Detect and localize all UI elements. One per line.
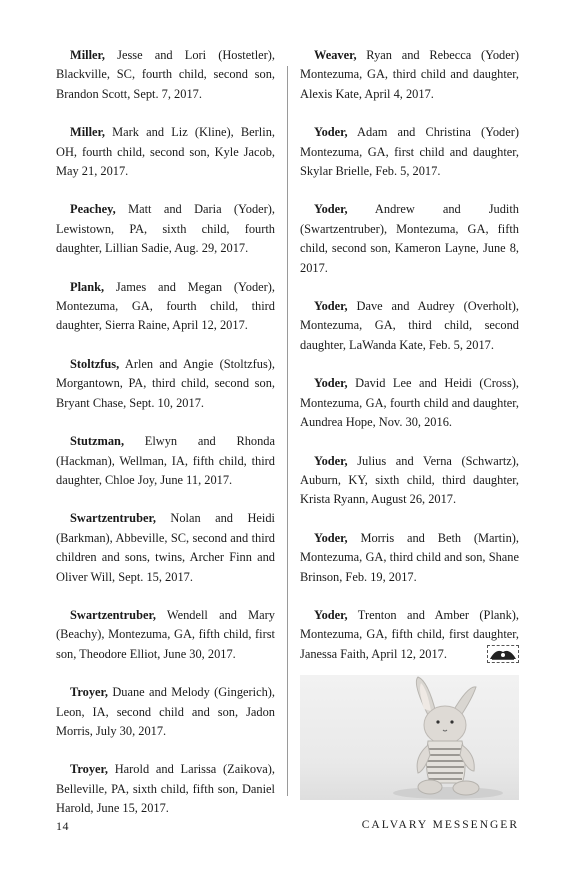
plush-bunny-photo [300,675,519,800]
entry-text: Dave and Audrey (Overholt), Montezuma, GA, third child, second daughter, LaWanda Kate, Feb. 5, 2017. [300,299,519,352]
entry-text: Jesse and Lori (Hostetler), Blackville, SC, fourth child, second son, Brandon Scott, Sept. 7, 2017. [56,48,275,101]
entry-text: Harold and Larissa (Zaikova), Belleville, PA, sixth child, fifth son, Daniel Harold, June 15, 2017. [56,762,275,816]
family-name: Plank, [70,279,105,294]
family-name: Miller, [70,125,105,140]
family-name: Troyer, [70,685,108,700]
family-name: Peachey, [70,202,116,217]
publication-title: CALVARY MESSENGER [361,819,519,831]
entry-text: David Lee and Heidi (Cross), Montezuma, GA, fourth child and daughter, Aundrea Hope, Nov. 30, 2016. [300,376,519,430]
entry-text: Adam and Christina (Yoder) Montezuma, GA, first child and daughter, Skylar Brielle, Feb. 5, 2017. [300,125,519,179]
birth-entry [300,529,519,587]
family-name: Troyer, [70,762,108,777]
entry-text: Mark and Liz (Kline), Berlin, OH, fourth child, second son, Kyle Jacob, May 21, 2017. [56,125,275,179]
family-name: Swartzentruber, [70,607,156,622]
entry-text: Trenton and Amber (Plank), Montezuma, GA, fifth child, first daughter, Janessa Faith, April 12, 2017. [300,607,519,661]
family-name: Stutzman, [70,434,125,449]
birth-entry [300,46,519,104]
family-name: Swartzentruber, [70,511,156,526]
birth-entry [56,606,275,664]
right-column [300,46,519,683]
family-name: Yoder, [314,202,348,217]
birth-entry [56,683,275,741]
entry-text: Morris and Beth (Martin), Montezuma, GA, third child and son, Shane Brinson, Feb. 19, 2017. [300,530,519,584]
entry-text: Arlen and Angie (Stoltzfus), Morgantown, PA, third child, second son, Bryant Chase, Sept. 10, 2017. [56,356,275,410]
family-name: Yoder, [314,530,348,545]
birth-entry [56,123,275,181]
entry-text: Andrew and Judith (Swartzentruber), Montezuma, GA, fifth child, second son, Kameron Layne, June 8, 2017. [300,202,519,275]
family-name: Yoder, [314,299,348,314]
birth-entry [300,123,519,181]
family-name: Yoder, [314,453,348,468]
page-number: 14 [56,819,69,833]
entry-text: Julius and Verna (Schwartz), Auburn, KY, sixth child, third daughter, Krista Ryann, August 26, 2017. [300,453,519,507]
entry-text: Elwyn and Rhonda (Hackman), Wellman, IA, fifth child, third daughter, Chloe Joy, June 11, 2017. [56,434,275,487]
family-name: Weaver, [314,48,357,62]
entry-text: Wendell and Mary (Beachy), Montezuma, GA, fifth child, first son, Theodore Elliot, June 30, 2017. [56,607,275,661]
left-column [56,46,275,838]
birth-entry [56,46,275,104]
birth-entry [300,452,519,510]
end-of-section-ornament [487,645,519,663]
birth-entry [56,509,275,587]
entry-text: Duane and Melody (Gingerich), Leon, IA, second child and son, Jadon Morris, July 30, 2017. [56,685,275,738]
birth-entry [56,278,275,336]
family-name: Yoder, [314,376,348,391]
family-name: Miller, [70,48,105,62]
entry-text: James and Megan (Yoder), Montezuma, GA, fourth child, third daughter, Sierra Raine, April 12, 2017. [56,279,275,333]
family-name: Yoder, [314,125,348,140]
entry-text: Ryan and Rebecca (Yoder) Montezuma, GA, third child and daughter, Alexis Kate, April 4, 2017. [300,48,519,101]
birth-entry [300,297,519,355]
birth-entry [56,760,275,818]
birth-entry [56,200,275,258]
column-divider [287,66,288,796]
family-name: Stoltzfus, [70,356,120,371]
entry-text: Matt and Daria (Yoder), Lewistown, PA, sixth child, fourth daughter, Lillian Sadie, Aug. 29, 2017. [56,202,275,256]
birth-entry [300,200,519,278]
birth-entry [300,374,519,432]
birth-entry [56,432,275,490]
birth-entry [56,355,275,413]
family-name: Yoder, [314,607,348,622]
entry-text: Nolan and Heidi (Barkman), Abbeville, SC, second and third children and sons, twins, Archer Finn and Oliver Will, Sept. 15, 2017. [56,511,275,584]
